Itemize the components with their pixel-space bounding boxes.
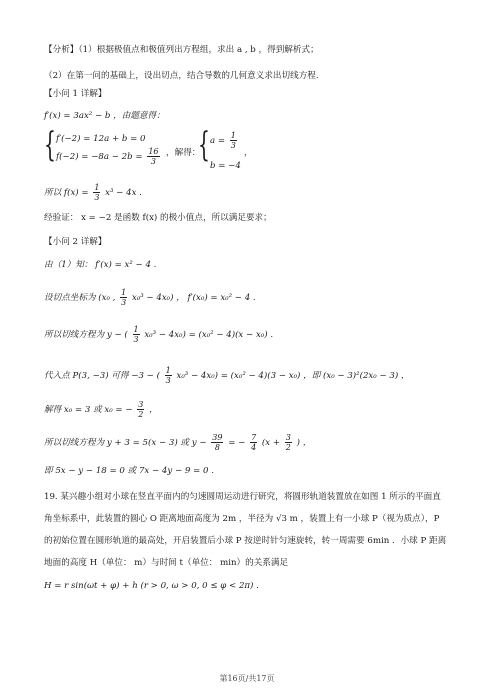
system-eq-1: f′(−2) = 12a + b = 0	[56, 134, 146, 144]
part2-final: 即 5x − y − 18 = 0 或 7x − 4y − 9 = 0 .	[44, 466, 214, 476]
fraction: $\frac{16}{3}$	[148, 147, 159, 166]
fraction: $\frac{3}{2}$	[285, 433, 291, 452]
part2-from1: 由（1）知： f′(x) = x² − 4 .	[44, 260, 157, 270]
part2-tangent-point: 设切点坐标为 (x₀ , $\frac{1}{3}$ x₀³ − 4x₀) ， f′(x₀) = x₀² − 4 .	[44, 288, 256, 307]
fraction: $\frac{1}{3}$	[133, 325, 139, 344]
part1-result: 所以 f(x) = $\frac{1}{3}$ x³ − 4x .	[44, 183, 142, 202]
part2-substitute: 代入点 P(3, −3) 可得 −3 − ( $\frac{1}{3}$ x₀³ − 4x₀) = (x₀² − 4)(3 − x₀) ，即 (x₀ − 3)²(2x₀ − 3) ，	[44, 366, 410, 385]
system-eq-2: f(−2) = −8a − 2b = $\frac{16}{3}$	[56, 147, 159, 166]
system-brace: {	[44, 125, 56, 165]
part2-header: 【小问 2 详解】	[44, 237, 107, 247]
q19-formula: H = r sin(ωt + φ) + h (r > 0, ω > 0, 0 ≤ φ < 2π) .	[44, 581, 259, 591]
fraction: $\frac{3}{2}$	[138, 400, 144, 419]
part1-verify: 经验证： x = −2 是函数 f(x) 的极小值点，所以满足要求；	[44, 213, 272, 223]
part1-derivative: f′(x) = 3ax² − b ，由题意得：	[44, 111, 165, 121]
q19-line-3: 的初始位置在圆形轨道的最高处，开启装置后小球 P 按逆时针匀速旋转，转一周需要 6min ．小球 P 距离	[44, 536, 447, 546]
part2-solve: 解得 x₀ = 3 或 x₀ = − $\frac{3}{2}$ ，	[44, 400, 158, 419]
fraction: $\frac{1}{3}$	[230, 131, 236, 150]
q19-line-2: 角坐标系中，此装置的圆心 O 距离地面高度为 2m ，半径为 √3 m ，装置上有一小球 P（视为质点），P	[44, 514, 440, 524]
fraction: $\frac{39}{8}$	[212, 433, 223, 452]
solution-brace: {	[198, 125, 210, 165]
fraction: $\frac{1}{3}$	[165, 366, 171, 385]
fraction: $\frac{7}{4}$	[251, 433, 257, 452]
q19-line-1: 19. 某兴趣小组对小球在竖直平面内的匀速圆周运动进行研究，将圆形轨道装置放在如图 1 所示的平面直	[44, 492, 441, 502]
fraction: $\frac{1}{3}$	[121, 288, 127, 307]
analysis-line-1: 【分析】（1）根据极值点和极值列出方程组，求出 a , b ，得到解析式；	[44, 45, 319, 55]
solution-comma: ，	[244, 148, 253, 158]
q19-line-4: 地面的高度 H（单位： m）与时间 t（单位： min）的关系满足	[44, 558, 289, 568]
part2-result: 所以切线方程为 y + 3 = 5(x − 3) 或 y − $\frac{39}{8}$ = − $\frac{7}{4}$ (x + $\frac{3}{2}$ ) ，	[44, 433, 312, 452]
solution-a: a = $\frac{1}{3}$	[210, 131, 236, 150]
fraction: $\frac{1}{3}$	[94, 183, 100, 202]
page-footer: 第16页/共17页	[219, 674, 275, 683]
solution-b: b = −4	[210, 161, 241, 171]
solve-label: ，解得：	[166, 148, 201, 158]
part1-header: 【小问 1 详解】	[44, 89, 107, 99]
analysis-line-2: （2）在第一问的基础上，设出切点，结合导数的几何意义求出切线方程.	[44, 71, 319, 81]
part2-line-equation: 所以切线方程为 y − ( $\frac{1}{3}$ x₀³ − 4x₀) = (x₀² − 4)(x − x₀) .	[44, 325, 274, 344]
